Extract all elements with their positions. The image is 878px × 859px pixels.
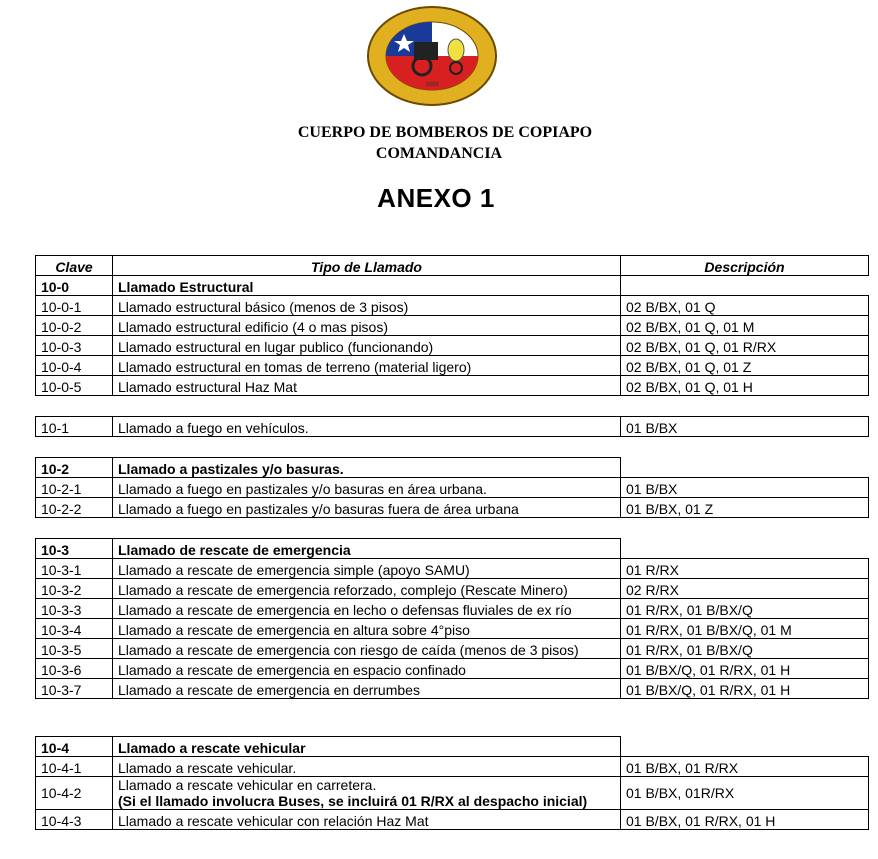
code-cell: 10-3-3 [36, 599, 113, 619]
logo-year: 1888 [425, 82, 439, 88]
type-cell [113, 478, 621, 498]
table-row [36, 599, 869, 619]
call-block [35, 255, 869, 396]
type-text: Llamado a rescate de emergencia con riesgo de caída (menos de 3 pisos) [118, 642, 579, 658]
call-block [35, 457, 869, 518]
type-text: Llamado a rescate vehicular en carretera. [118, 777, 377, 793]
description-cell [621, 276, 869, 296]
table-row [36, 559, 869, 579]
type-cell [113, 757, 621, 777]
table-row [36, 679, 869, 699]
description-cell: 01 B/BX, 01 Z [621, 498, 869, 518]
type-cell [113, 579, 621, 599]
code-cell: 10-3-6 [36, 659, 113, 679]
description-cell: 01 R/RX, 01 B/BX/Q [621, 599, 869, 619]
description-cell: 02 B/BX, 01 Q [621, 296, 869, 316]
type-cell [113, 599, 621, 619]
type-text: Llamado de rescate de emergencia [118, 542, 351, 558]
description-cell: 01 R/RX, 01 B/BX/Q, 01 M [621, 619, 869, 639]
document-title: ANEXO 1 [377, 183, 495, 213]
table-row [36, 810, 869, 830]
description-cell: 01 B/BX [621, 478, 869, 498]
description-cell: 01 B/BX, 01R/RX [621, 777, 869, 810]
type-cell [113, 810, 621, 830]
type-cell [113, 498, 621, 518]
type-text: Llamado a rescate de emergencia en altura sobre 4°piso [118, 622, 470, 638]
description-cell [621, 737, 869, 757]
organization-name: CUERPO DE BOMBEROS DE COPIAPO [297, 124, 593, 141]
section-row [36, 539, 869, 559]
description-cell: 01 B/BX, 01 R/RX [621, 757, 869, 777]
type-cell [113, 296, 621, 316]
table-row [36, 639, 869, 659]
description-cell: 01 R/RX [621, 559, 869, 579]
code-cell: 10-0-4 [36, 356, 113, 376]
table-row [36, 356, 869, 376]
type-text: Llamado a fuego en pastizales y/o basuras en área urbana. [118, 481, 487, 497]
type-text: Llamado a fuego en vehículos. [118, 420, 309, 436]
type-text: Llamado a rescate de emergencia reforzado, complejo (Rescate Minero) [118, 582, 568, 598]
code-cell: 10-3-1 [36, 559, 113, 579]
column-header: Clave [36, 256, 113, 276]
type-text: Llamado a rescate de emergencia en lecho o defensas fluviales de ex río [118, 602, 572, 618]
code-cell: 10-3-4 [36, 619, 113, 639]
type-text: Llamado a rescate de emergencia en espacio confinado [118, 662, 466, 678]
section-row [36, 737, 869, 757]
column-header: Tipo de Llamado [113, 256, 621, 276]
department-name: COMANDANCIA [375, 145, 503, 162]
type-text: Llamado Estructural [118, 279, 254, 295]
section-row [36, 276, 869, 296]
call-block [35, 736, 869, 830]
type-note: (Si el llamado involucra Buses, se incluirá 01 R/RX al despacho inicial) [118, 793, 588, 809]
description-cell: 02 B/BX, 01 Q, 01 Z [621, 356, 869, 376]
description-cell: 01 B/BX/Q, 01 R/RX, 01 H [621, 679, 869, 699]
code-cell: 10-1 [36, 417, 113, 437]
type-text: Llamado estructural en tomas de terreno (material ligero) [118, 359, 472, 375]
code-cell: 10-2-1 [36, 478, 113, 498]
code-cell: 10-4-2 [36, 777, 113, 810]
fire-department-logo [366, 6, 498, 106]
type-text: Llamado a rescate vehicular [118, 740, 306, 756]
code-cell: 10-2 [36, 458, 113, 478]
code-cell: 10-3 [36, 539, 113, 559]
table-row [36, 777, 869, 810]
table-header-row [36, 256, 869, 276]
code-cell: 10-0-5 [36, 376, 113, 396]
code-cell: 10-0-3 [36, 336, 113, 356]
table-row [36, 498, 869, 518]
description-cell: 02 B/BX, 01 Q, 01 R/RX [621, 336, 869, 356]
column-header: Descripción [621, 256, 869, 276]
table-row [36, 417, 869, 437]
call-block [35, 538, 869, 699]
type-cell [113, 639, 621, 659]
call-block [35, 416, 869, 437]
type-text: Llamado a fuego en pastizales y/o basuras fuera de área urbana [118, 501, 519, 517]
type-text: Llamado a pastizales y/o basuras. [118, 461, 344, 477]
description-cell: 01 B/BX [621, 417, 869, 437]
description-cell: 02 B/BX, 01 Q, 01 M [621, 316, 869, 336]
type-cell [113, 376, 621, 396]
description-cell [621, 458, 869, 478]
code-cell: 10-4 [36, 737, 113, 757]
description-cell: 01 B/BX/Q, 01 R/RX, 01 H [621, 659, 869, 679]
table-row [36, 659, 869, 679]
code-cell: 10-3-5 [36, 639, 113, 659]
code-cell: 10-3-2 [36, 579, 113, 599]
code-cell: 10-4-3 [36, 810, 113, 830]
description-cell: 01 R/RX, 01 B/BX/Q [621, 639, 869, 659]
table-row [36, 296, 869, 316]
type-text: Llamado a rescate de emergencia simple (apoyo SAMU) [118, 562, 470, 578]
table-row [36, 376, 869, 396]
type-cell [113, 777, 621, 810]
type-cell [113, 336, 621, 356]
code-cell: 10-0-1 [36, 296, 113, 316]
code-cell: 10-0 [36, 276, 113, 296]
table-row [36, 619, 869, 639]
type-cell [113, 737, 621, 757]
description-cell: 01 B/BX, 01 R/RX, 01 H [621, 810, 869, 830]
description-cell: 02 B/BX, 01 Q, 01 H [621, 376, 869, 396]
type-text: Llamado a rescate de emergencia en derrumbes [118, 682, 420, 698]
type-cell [113, 559, 621, 579]
section-row [36, 458, 869, 478]
type-text: Llamado estructural Haz Mat [118, 379, 297, 395]
type-cell [113, 356, 621, 376]
table-row [36, 336, 869, 356]
code-cell: 10-4-1 [36, 757, 113, 777]
table-row [36, 316, 869, 336]
table-row [36, 757, 869, 777]
table-row [36, 579, 869, 599]
type-text: Llamado a rescate vehicular con relación Haz Mat [118, 813, 429, 829]
type-cell [113, 458, 621, 478]
type-cell [113, 417, 621, 437]
type-text: Llamado estructural edificio (4 o mas pisos) [118, 319, 389, 335]
type-cell [113, 539, 621, 559]
type-text: Llamado estructural básico (menos de 3 pisos) [118, 299, 409, 315]
description-cell [621, 539, 869, 559]
type-cell [113, 679, 621, 699]
code-cell: 10-0-2 [36, 316, 113, 336]
description-cell: 02 R/RX [621, 579, 869, 599]
type-cell [113, 619, 621, 639]
table-row [36, 478, 869, 498]
type-cell [113, 659, 621, 679]
type-cell [113, 316, 621, 336]
code-cell: 10-2-2 [36, 498, 113, 518]
type-text: Llamado estructural en lugar publico (funcionando) [118, 339, 434, 355]
type-text: Llamado a rescate vehicular. [118, 760, 297, 776]
type-cell [113, 276, 621, 296]
code-cell: 10-3-7 [36, 679, 113, 699]
